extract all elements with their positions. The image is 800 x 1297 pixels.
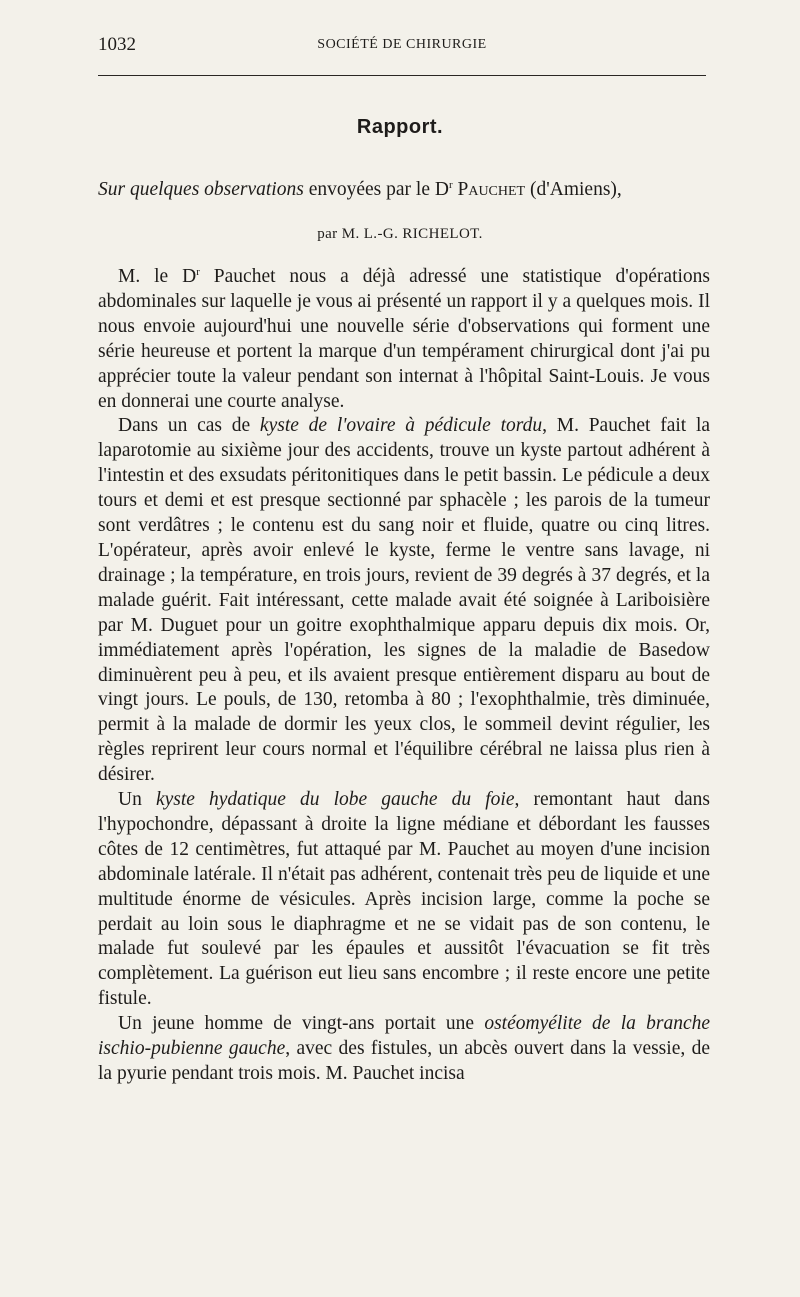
paragraph-lead: Un <box>118 789 156 811</box>
paragraph-lead: M. le D <box>118 266 197 287</box>
paragraph <box>98 414 710 788</box>
paragraph-lead: Dans un cas de <box>118 415 260 437</box>
running-title: SOCIÉTÉ DE CHIRURGIE <box>317 37 487 52</box>
page-number: 1032 <box>98 34 136 55</box>
paragraph-text: , M. Pauchet fait la laparotomie au sixième jour des accidents, trouve un kyste partout adhérent à l'intestin et des exsudats péritonitiques dans le petit bassin. Le pédicule a deux tours et demi et est presque sectionné par sphacèle ; les parois de la tumeur sont verdâtres ; le contenu est du sang noir et fluide, quatre ou cinq litres. L'opérateur, après avoir enlevé le kyste, ferme le ventre sans lavage, ni drainage ; la température, en trois jours, revient de 39 degrés à 37 degrés, et la malade guérit. Fait intéressant, cette malade avait été soignée à Lariboisière par M. Duguet pour un goitre exophthalmique apparu depuis dix mois. Or, immédiatement après l'opération, les signes de la maladie de Basedow diminuèrent peu à peu, et ils avaient presque entièrement disparu au bout de vingt jours. Le pouls, de 130, retomba à 80 ; l'exophthalmie, très diminuée, permit à la malade de dormir les yeux clos, le sommeil devint régulier, les règles reprirent leur cours normal et l'équilibre cérébral ne laissa plus rien à désirer. <box>98 415 711 786</box>
subtitle-author-name: Pauchet <box>452 179 526 200</box>
paragraph-italic: kyste hydatique du lobe gauche du foie <box>155 789 515 811</box>
paragraph <box>98 1012 710 1087</box>
paragraph-italic: kyste de l'ovaire à pédicule tordu <box>259 415 543 437</box>
byline: par M. L.-G. RICHELOT. <box>317 226 483 242</box>
subtitle-text: envoyées par le D <box>303 179 449 200</box>
paragraph-text: , avec des fistules, un abcès ouvert dans la vessie, de la pyurie pendant trois mois. M. Pauchet incisa <box>98 1038 710 1084</box>
paragraph-text: , remontant haut dans l'hypochondre, dépassant à droite la ligne médiane et débordant les fausses côtes de 12 centimètres, fut attaqué par M. Pauchet au moyen d'une incision abdominale latérale. Il n'était pas adhérent, contenait très peu de liquide et une multitude énorme de vésicules. Après incision large, comme la poche se perdait au loin sous le diaphragme et ne se vidait pas de son contenu, le malade fut soulevé par les épaules et aussitôt l'évacuation se fit très complètement. La guérison eut lieu sans encombre ; il reste encore une petite fistule. <box>98 789 711 1010</box>
paragraph-text: Pauchet nous a déjà adressé une statistique d'opérations abdominales sur laquelle je vous ai présenté un rapport il y a quelques mois. Il nous envoie aujourd'hui une nouvelle série d'observations qui forment une série heureuse et portent la marque d'un tempérament chirurgical dont j'ai pu apprécier toute la valeur pendant son internat à l'hôpital Saint-Louis. Je vous en donnerai une courte analyse. <box>98 266 710 412</box>
page-header <box>98 34 706 60</box>
section-title: Rapport. <box>356 116 444 138</box>
subtitle-italic: Sur quelques observations <box>98 179 304 200</box>
report-subtitle <box>98 178 710 202</box>
paragraph <box>98 265 710 414</box>
paragraph-sup: r <box>196 266 200 278</box>
paragraph <box>98 788 710 1012</box>
paragraph-lead: Un jeune homme de vingt-ans portait une <box>118 1013 485 1035</box>
subtitle-sup: r <box>448 179 453 191</box>
subtitle-location: (d'Amiens), <box>525 179 622 200</box>
body-text <box>98 265 710 1087</box>
paragraph-italic: ostéomyélite de la branche ischio-pubienne gauche <box>98 1013 711 1060</box>
header-rule <box>98 75 706 76</box>
